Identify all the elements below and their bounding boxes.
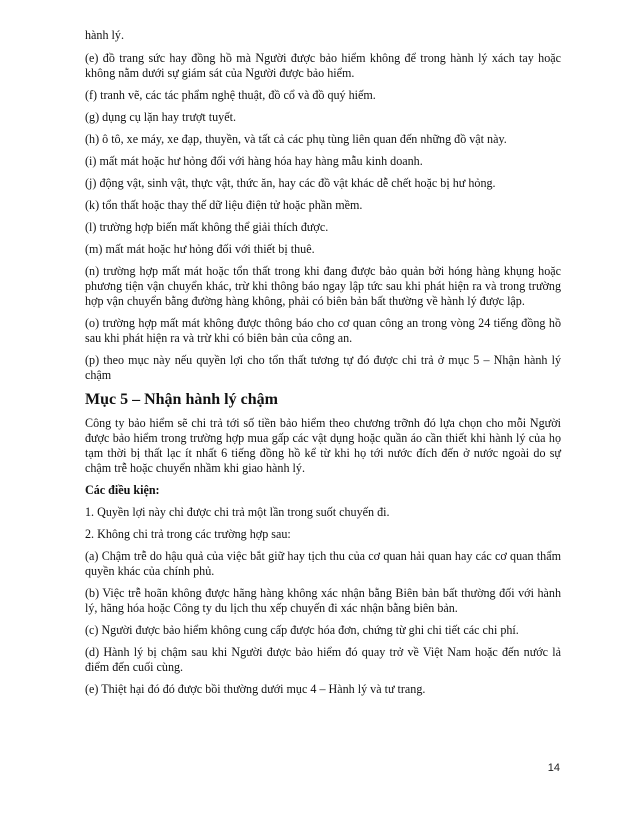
exclusion-item-i: (i) mất mát hoặc hư hỏng đối với hàng hóa hay hàng mẫu kinh doanh. — [85, 154, 423, 168]
document-page — [85, 28, 561, 704]
exclusion-item-m: (m) mất mát hoặc hư hỏng đối với thiết bị thuê. — [85, 242, 315, 256]
condition-2-b: (b) Việc trễ hoãn không được hãng hàng không xác nhận bằng Biên bản bất thường đối với hành lý, hãng hóa hoặc Công ty du lịch thu xếp chuyến đi xác nhận bằng biên bản. — [85, 586, 561, 615]
exclusion-item-e: (e) đồ trang sức hay đồng hồ mà Người được bảo hiểm không để trong hành lý xách tay hoặc không nằm dưới sự giám sát của Người được bảo hiểm. — [85, 51, 561, 80]
conditions-heading: Các điều kiện: — [85, 483, 160, 497]
exclusion-item-j: (j) động vật, sinh vật, thực vật, thức ăn, hay các đồ vật khác dễ chết hoặc bị hư hỏng. — [85, 176, 496, 190]
exclusion-item-k: (k) tổn thất hoặc thay thế dữ liệu điện tử hoặc phần mềm. — [85, 198, 363, 212]
exclusion-item-n: (n) trường hợp mất mát hoặc tổn thất trong khi đang được bảo quản bởi hóng hàng khụng hoặc phương tiện vận chuyển khác, trừ khi thông báo ngay lập tức sau khi phát hiện ra và trong trường hợp vận chuyển bằng đường hàng không, phải có biên bản bất thường về hành lý được lập. — [85, 264, 561, 308]
condition-1: 1. Quyền lợi này chỉ được chi trả một lần trong suốt chuyến đi. — [85, 505, 390, 519]
exclusion-item-h: (h) ô tô, xe máy, xe đạp, thuyền, và tất cả các phụ tùng liên quan đến những đồ vật này. — [85, 132, 507, 146]
condition-2-c: (c) Người được bảo hiểm không cung cấp được hóa đơn, chứng từ ghi chi tiết các chi phí. — [85, 623, 519, 637]
exclusion-item-p: (p) theo mục này nếu quyền lợi cho tổn thất tương tự đó được chi trả ở mục 5 – Nhận hành lý chậm — [85, 353, 561, 382]
exclusion-item-o: (o) trường hợp mất mát không được thông báo cho cơ quan công an trong vòng 24 tiếng đồng hồ sau khi phát hiện ra và trừ khi có biên bản của công an. — [85, 316, 561, 345]
exclusion-item-f: (f) tranh vẽ, các tác phẩm nghệ thuật, đồ cổ và đồ quý hiếm. — [85, 88, 376, 102]
section-5-intro: Công ty bảo hiểm sẽ chi trả tới số tiền bảo hiểm theo chương trỡnh đó lựa chọn cho mỗi Người được bảo hiểm trong trường hợp mua gấp các vật dụng hoặc quần áo cần thiết khi hành lý của họ tạm thời bị thất lạc ít nhất 6 tiếng đồng hồ kể từ khi họ tới nước đích đến ở nước ngoài do sự chậm trễ hoặc chuyển nhầm khi giao hành lý. — [85, 416, 561, 475]
condition-2-d: (d) Hành lý bị chậm sau khi Người được bảo hiểm đó quay trở về Việt Nam hoặc đến nước lả điểm đến cuối cùng. — [85, 645, 561, 674]
section-5-title: Mục 5 – Nhận hành lý chậm — [85, 391, 278, 408]
condition-2: 2. Không chi trả trong các trường hợp sau: — [85, 527, 291, 541]
exclusion-item-l: (l) trường hợp biến mất không thể giải thích được. — [85, 220, 329, 234]
condition-2-a: (a) Chậm trễ do hậu quả của việc bắt giữ hay tịch thu của cơ quan hải quan hay các cơ quan thẩm quyền khác của chính phủ. — [85, 549, 561, 578]
page-number: 14 — [547, 762, 560, 774]
continuation-text: hành lý. — [85, 28, 124, 42]
exclusion-item-g: (g) dụng cụ lặn hay trượt tuyết. — [85, 110, 236, 124]
condition-2-e: (e) Thiệt hại đó đó được bồi thường dưới mục 4 – Hành lý và tư trang. — [85, 682, 426, 696]
